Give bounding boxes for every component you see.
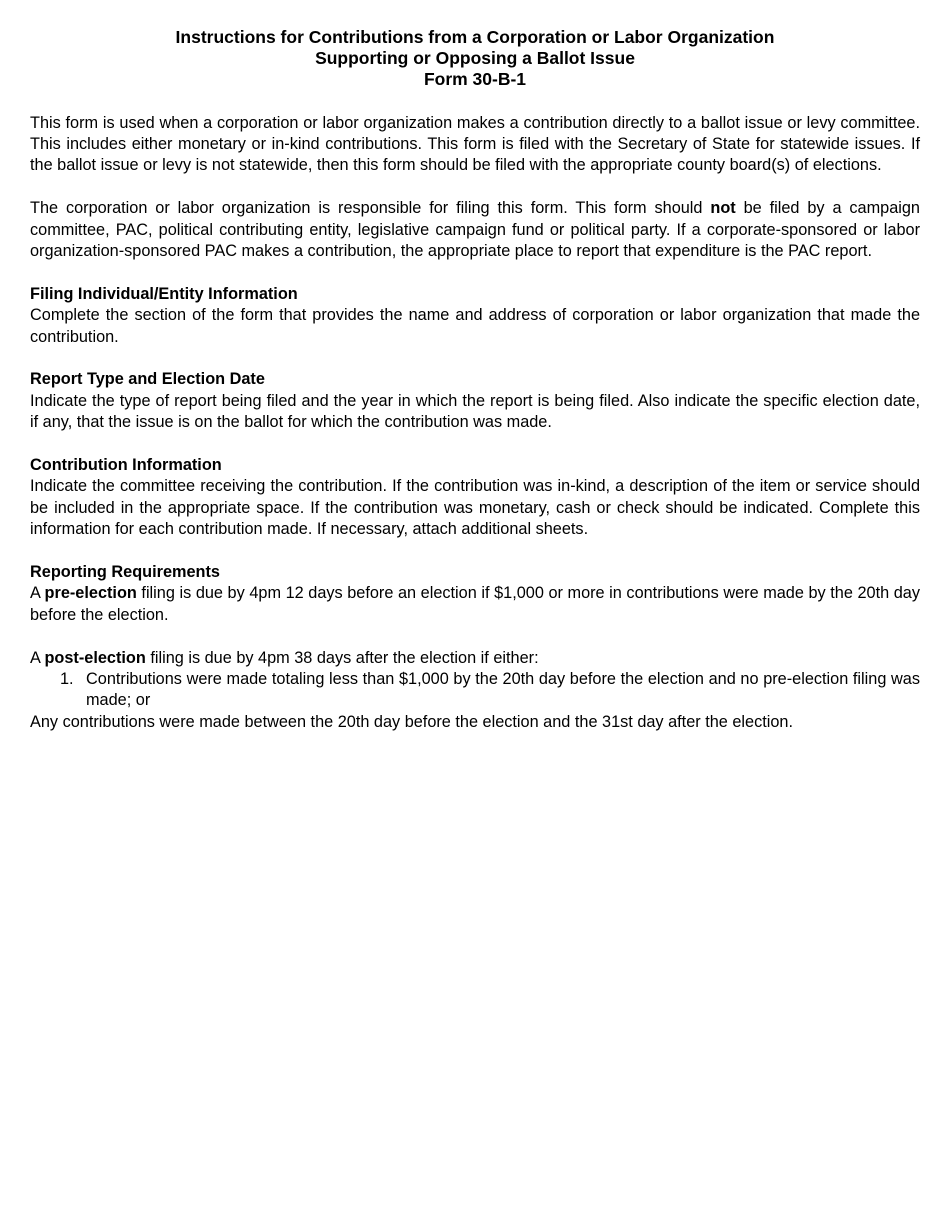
list-item bbox=[30, 669, 920, 712]
form-number: Form 30-B-1 bbox=[423, 69, 527, 90]
intro-paragraph-2-text-a: The corporation or labor organization is responsible for filing this form. This form should bbox=[30, 199, 711, 218]
title-line-1: Instructions for Contributions from a Corporation or Labor Organization bbox=[175, 27, 775, 47]
section-heading-reporting-requirements: Reporting Requirements bbox=[30, 563, 220, 582]
section-body-contribution-info: Indicate the committee receiving the contribution. If the contribution was in-kind, a description of the item or service should be included in the appropriate space. If the contribution was monetary, cash or check should be indicated. Complete this information for each contribution made. If necessary, attach additional sheets. bbox=[30, 477, 920, 539]
section-heading-report-type: Report Type and Election Date bbox=[30, 370, 265, 389]
post-election-emphasis: post-election bbox=[44, 648, 146, 667]
section-body-report-type: Indicate the type of report being filed and the year in which the report is being filed. Also indicate the specific election date, if any, that the issue is on the ballot for which the contribution was made. bbox=[30, 391, 920, 432]
intro-paragraph-2-text-b: be filed by a campaign committee, PAC, political contributing entity, legislative campaign fund or political party. If a corporate-sponsored or labor organization-sponsored PAC makes a contribution, the appropriate place to report that expenditure is the PAC report. bbox=[30, 199, 920, 261]
pre-election-text-a: A bbox=[30, 584, 45, 603]
document-title bbox=[30, 27, 920, 91]
section-heading-contribution-info: Contribution Information bbox=[30, 456, 222, 475]
instructions-page bbox=[30, 27, 920, 733]
intro-paragraph-2 bbox=[30, 198, 920, 262]
section-body-filing-entity: Complete the section of the form that provides the name and address of corporation or labor organization that made the contribution. bbox=[30, 306, 920, 346]
pre-election-emphasis: pre-election bbox=[44, 584, 137, 603]
closing-paragraph: Any contributions were made between the 20th day before the election and the 31st day after the election. bbox=[30, 712, 794, 731]
intro-paragraph-2-emphasis: not bbox=[710, 199, 736, 218]
pre-election-text-b: filing is due by 4pm 12 days before an election if $1,000 or more in contributions were made by the 20th day before the election. bbox=[30, 584, 921, 624]
list-item-number: 1. bbox=[60, 670, 74, 689]
post-election-text-b: filing is due by 4pm 38 days after the election if either: bbox=[145, 648, 539, 667]
section-heading-filing-entity: Filing Individual/Entity Information bbox=[30, 284, 298, 303]
intro-paragraph-1: This form is used when a corporation or labor organization makes a contribution directly to a ballot issue or levy committee. This includes either monetary or in-kind contributions. This form is filed with the Secretary of State for statewide issues. If the ballot issue or levy is not statewide, then this form should be filed with the appropriate county board(s) of elections. bbox=[30, 113, 920, 175]
post-election-text-a: A bbox=[30, 648, 45, 667]
title-line-2: Supporting or Opposing a Ballot Issue bbox=[315, 48, 635, 69]
pre-election-paragraph bbox=[30, 583, 920, 626]
list-item-text: Contributions were made totaling less than $1,000 by the 20th day before the election and no pre-election filing was made; or bbox=[86, 670, 920, 710]
post-election-paragraph bbox=[30, 648, 920, 669]
